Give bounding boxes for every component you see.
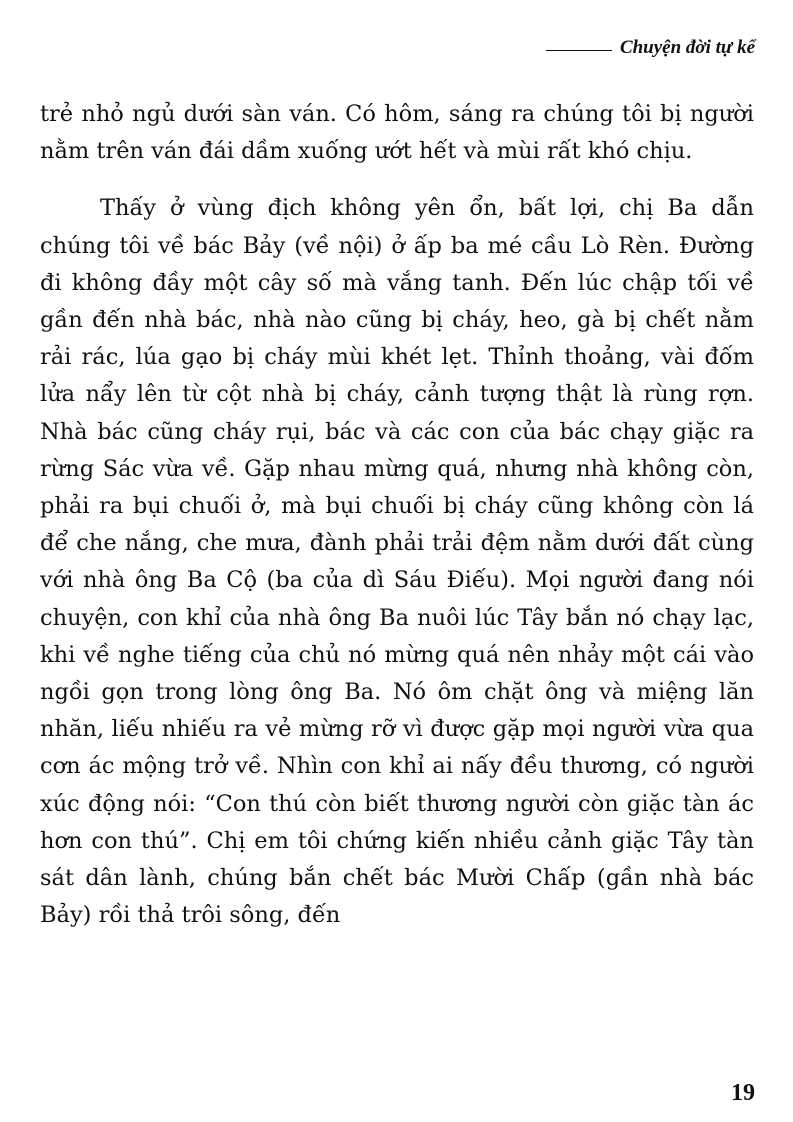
running-title: Chuyện đời tự kể bbox=[619, 37, 755, 58]
paragraph: Thấy ở vùng địch không yên ổn, bất lợi, chị Ba dẫn chúng tôi về bác Bảy (về nội) ở ấp ba mé cầu Lò Rèn. Đường đi không đầy một cây số mà vắng tanh. Đến lúc chập tối về gần đến nhà bác, nhà nào cũng bị cháy, heo, gà bị chết nằm rải rác, lúa gạo bị cháy mùi khét lẹt. Thỉnh thoảng, vài đốm lửa nẩy lên từ cột nhà bị cháy, cảnh tượng thật là rùng rợn. Nhà bác cũng cháy rụi, bác và các con của bác chạy giặc ra rừng Sác vừa về. Gặp nhau mừng quá, nhưng nhà không còn, phải ra bụi chuối ở, mà bụi chuối bị cháy cũng không còn lá để che nắng, che mưa, đành phải trải đệm nằm dưới đất cùng với nhà ông Ba Cộ (ba của dì Sáu Điếu). Mọi người đang nói chuyện, con khỉ của nhà ông Ba nuôi lúc Tây bắn nó chạy lạc, khi về nghe tiếng của chủ nó mừng quá nên nhảy một cái vào ngồi gọn trong lòng ông Ba. Nó ôm chặt ông và miệng lăn nhăn, liếu nhiếu ra vẻ mừng rỡ vì được gặp mọi người vừa qua cơn ác mộng trở về. Nhìn con khỉ ai nấy đều thương, có người xúc động nói: “Con thú còn biết thương người còn giặc tàn ác hơn con thú”. Chị em tôi chứng kiến nhiều cảnh giặc Tây tàn sát dân lành, chúng bắn chết bác Mười Chấp (gần nhà bác Bảy) rồi thả trôi sông, đến bbox=[40, 195, 754, 929]
running-header bbox=[546, 38, 755, 57]
paragraph-continued: trẻ nhỏ ngủ dưới sàn ván. Có hôm, sáng ra chúng tôi bị người nằm trên ván đái dầm xuống ướt hết và mùi rất khó chịu. bbox=[40, 101, 754, 165]
body-text bbox=[40, 96, 754, 934]
page-number: 19 bbox=[731, 1080, 755, 1106]
header-rule bbox=[546, 50, 612, 51]
